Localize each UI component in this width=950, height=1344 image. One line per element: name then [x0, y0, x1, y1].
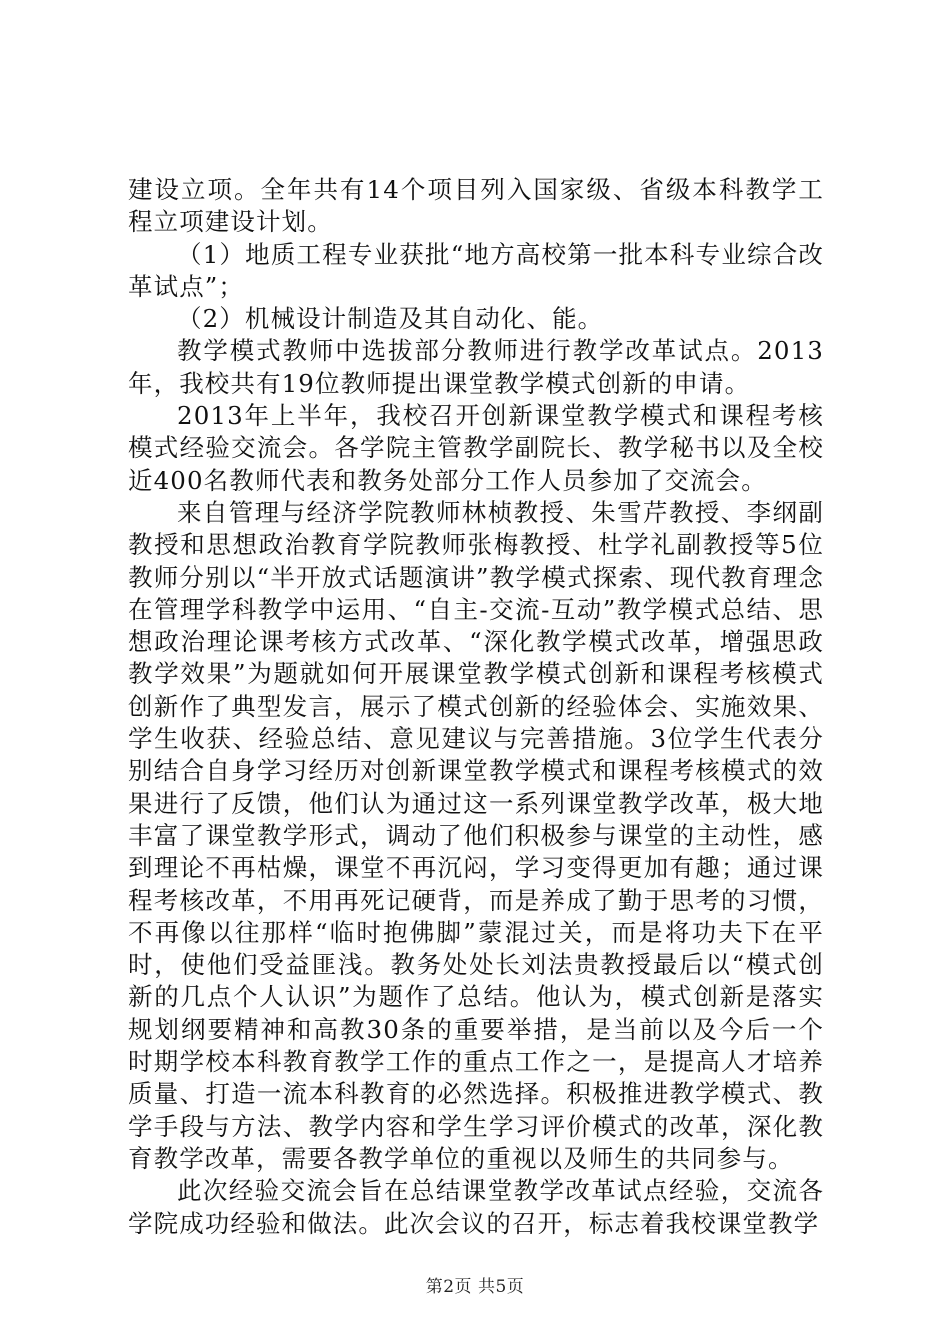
- page-number-footer: 第2页 共5页: [425, 1277, 525, 1297]
- paragraph-conclusion: 此次经验交流会旨在总结课堂教学改革试点经验，交流各学院成功经验和做法。此次会议的召开，标志着我校课堂教学: [128, 1176, 824, 1238]
- paragraph-speeches: 来自管理与经济学院教师林桢教授、朱雪芹教授、李纲副教授和思想政治教育学院教师张梅教授、杜学礼副教授等5位教师分别以“半开放式话题演讲”教学模式探索、现代教育理念在管理学科教学中运用、“自主-交流-互动”教学模式总结、思想政治理论课考核方式改革、“深化教学模式改革，增强思政教学效果”为题就如何开展课堂教学模式创新和课程考核模式创新作了典型发言，展示了模式创新的经验体会、实施效果、学生收获、经验总结、意见建议与完善措施。3位学生代表分别结合自身学习经历对创新课堂教学模式和课程考核模式的效果进行了反馈，他们认为通过这一系列课堂教学改革，极大地丰富了课堂教学形式，调动了他们积极参与课堂的主动性，感到理论不再枯燥，课堂不再沉闷，学习变得更加有趣；通过课程考核改革，不用再死记硬背，而是养成了勤于思考的习惯，不再像以往那样“临时抱佛脚”蒙混过关，而是将功夫下在平时，使他们受益匪浅。教务处处长刘法贵教授最后以“模式创新的几点个人认识”为题作了总结。他认为，模式创新是落实规划纲要精神和高教30条的重要举措，是当前以及今后一个时期学校本科教育教学工作的重点工作之一，是提高人才培养质量、打造一流本科教育的必然选择。积极推进教学模式、教学手段与方法、教学内容和学生学习评价模式的改革，深化教育教学改革，需要各教学单位的重视以及师生的共同参与。: [128, 497, 824, 1173]
- paragraph-item-2: （2）机械设计制造及其自动化、能。: [177, 304, 604, 334]
- paragraph-item-1: （1）地质工程专业获批“地方高校第一批本科专业综合改革试点”；: [128, 239, 824, 301]
- paragraph-continuation: 建设立项。全年共有14个项目列入国家级、省级本科教学工程立项建设计划。: [128, 175, 824, 237]
- document-body: [128, 174, 824, 1240]
- paragraph-teaching-pilot: 教学模式教师中选拔部分教师进行教学改革试点。2013年，我校共有19位教师提出课堂教学模式创新的申请。: [128, 336, 824, 398]
- paragraph-exchange-meeting: 2013年上半年，我校召开创新课堂教学模式和课程考核模式经验交流会。各学院主管教学副院长、教学秘书以及全校近400名教师代表和教务处部分工作人员参加了交流会。: [128, 401, 824, 495]
